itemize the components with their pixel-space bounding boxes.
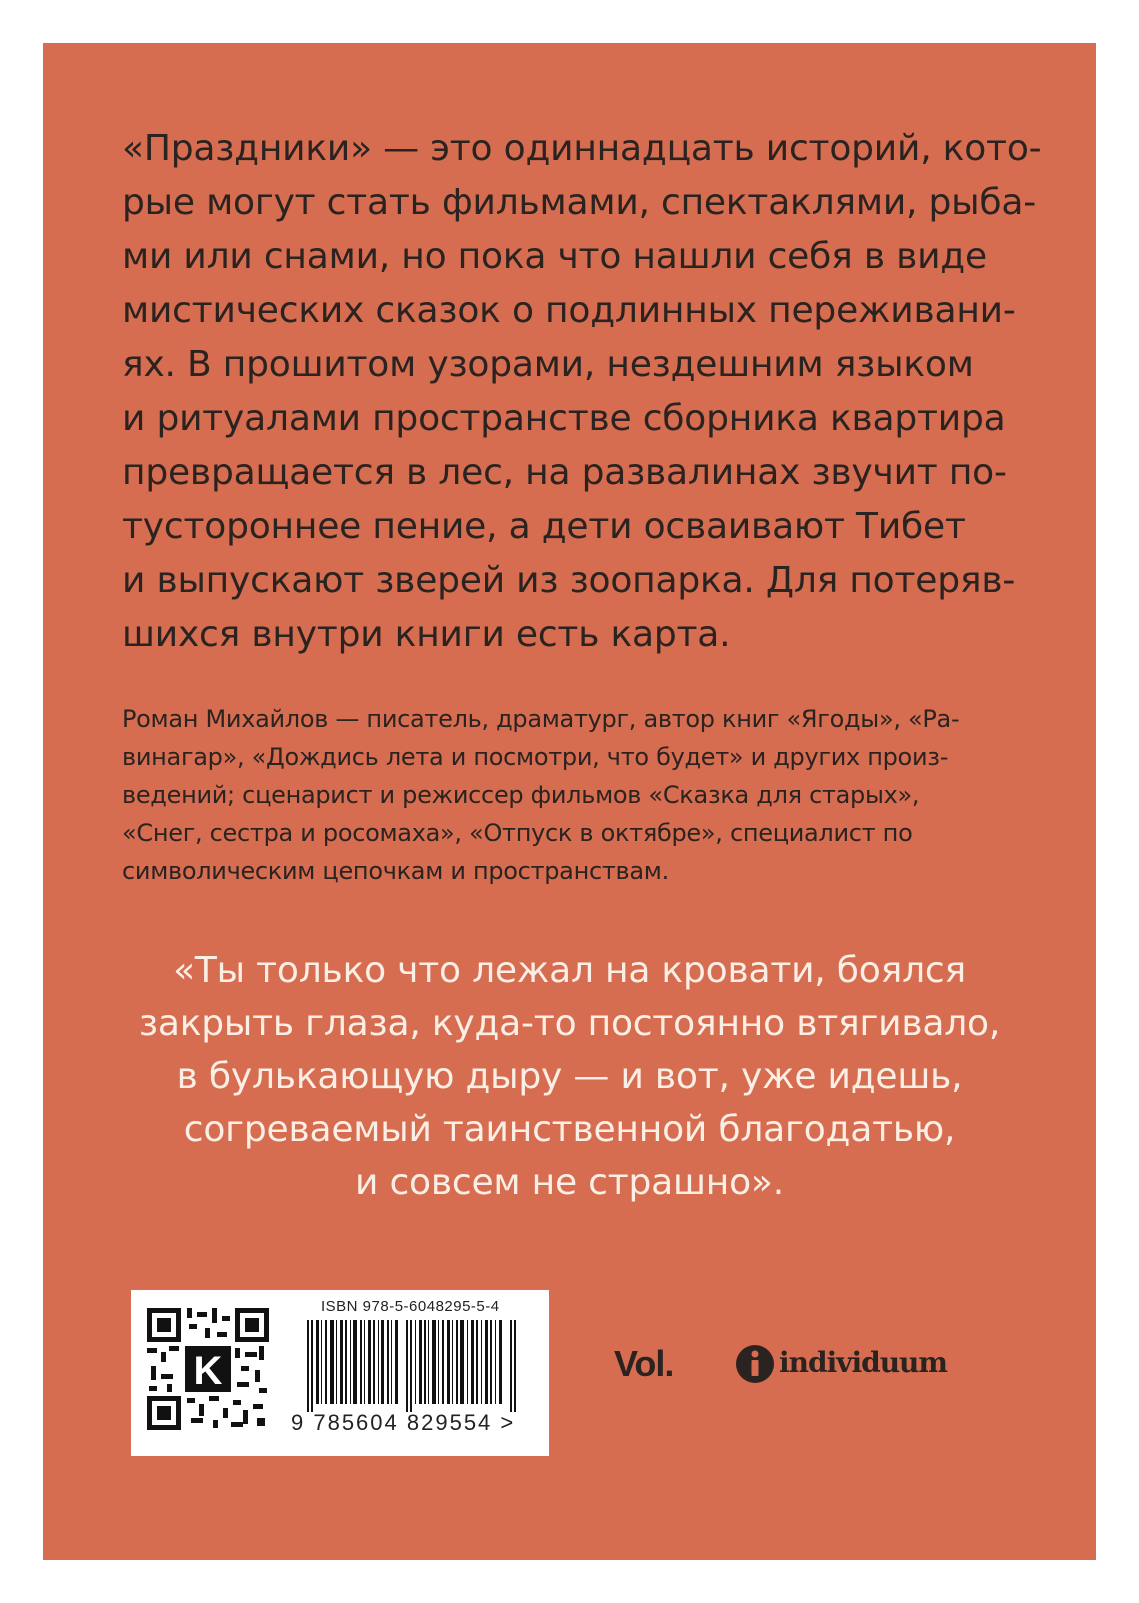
bio-line: «Снег, сестра и росомаха», «Отпуск в октябре», специалист по: [122, 819, 913, 847]
qr-code-icon: [147, 1308, 269, 1430]
book-quote: [0, 944, 1139, 1209]
description-line: тустороннее пение, а дети осваивают Тибет: [122, 506, 966, 547]
bio-line: винагар», «Дождись лета и посмотри, что будет» и других произ-: [122, 743, 949, 771]
isbn-number: ISBN 978-5-6048295-5-4: [321, 1298, 500, 1315]
barcode-bars: [307, 1320, 516, 1412]
quote-line: и совсем не страшно».: [355, 1162, 784, 1203]
quote-line: «Ты только что лежал на кровати, боялся: [173, 950, 966, 991]
isbn-barcode-box: [131, 1290, 549, 1456]
description-line: ях. В прошитом узорами, нездешним языком: [122, 344, 974, 385]
description-line: шихся внутри книги есть карта.: [122, 614, 731, 655]
publisher-individuum-logo: individuum: [779, 1346, 948, 1379]
description-line: мистических сказок о подлинных переживани-: [122, 290, 1016, 331]
description-line: и ритуалами пространстве сборника квартира: [122, 398, 1006, 439]
bio-line: Роман Михайлов — писатель, драматург, автор книг «Ягоды», «Ра-: [122, 705, 960, 733]
book-description: [122, 122, 1041, 662]
ean-digits: 9 785604 829554 >: [291, 1410, 516, 1435]
author-bio: [122, 700, 959, 890]
bio-line: символическим цепочкам и пространствам.: [122, 857, 669, 885]
description-line: рые могут стать фильмами, спектаклями, рыба-: [122, 182, 1037, 223]
quote-line: закрыть глаза, куда-то постоянно втягивало,: [138, 1003, 1001, 1044]
bio-line: ведений; сценарист и режиссер фильмов «Сказка для старых»,: [122, 781, 920, 809]
quote-line: в булькающую дыру — и вот, уже идешь,: [176, 1056, 963, 1097]
description-line: ми или снами, но пока что нашли себя в виде: [122, 236, 987, 277]
ean-barcode: [307, 1320, 517, 1412]
qr-letter: K: [193, 1349, 223, 1393]
description-line: превращается в лес, на развалинах звучит по-: [122, 452, 1007, 493]
description-line: «Праздники» — это одиннадцать историй, кото-: [122, 128, 1042, 169]
description-line: и выпускают зверей из зоопарка. Для потеряв-: [122, 560, 1016, 601]
info-icon: [735, 1344, 775, 1384]
quote-line: согреваемый таинственной благодатью,: [183, 1109, 956, 1150]
publisher-vol-logo: Vol.: [614, 1343, 674, 1384]
